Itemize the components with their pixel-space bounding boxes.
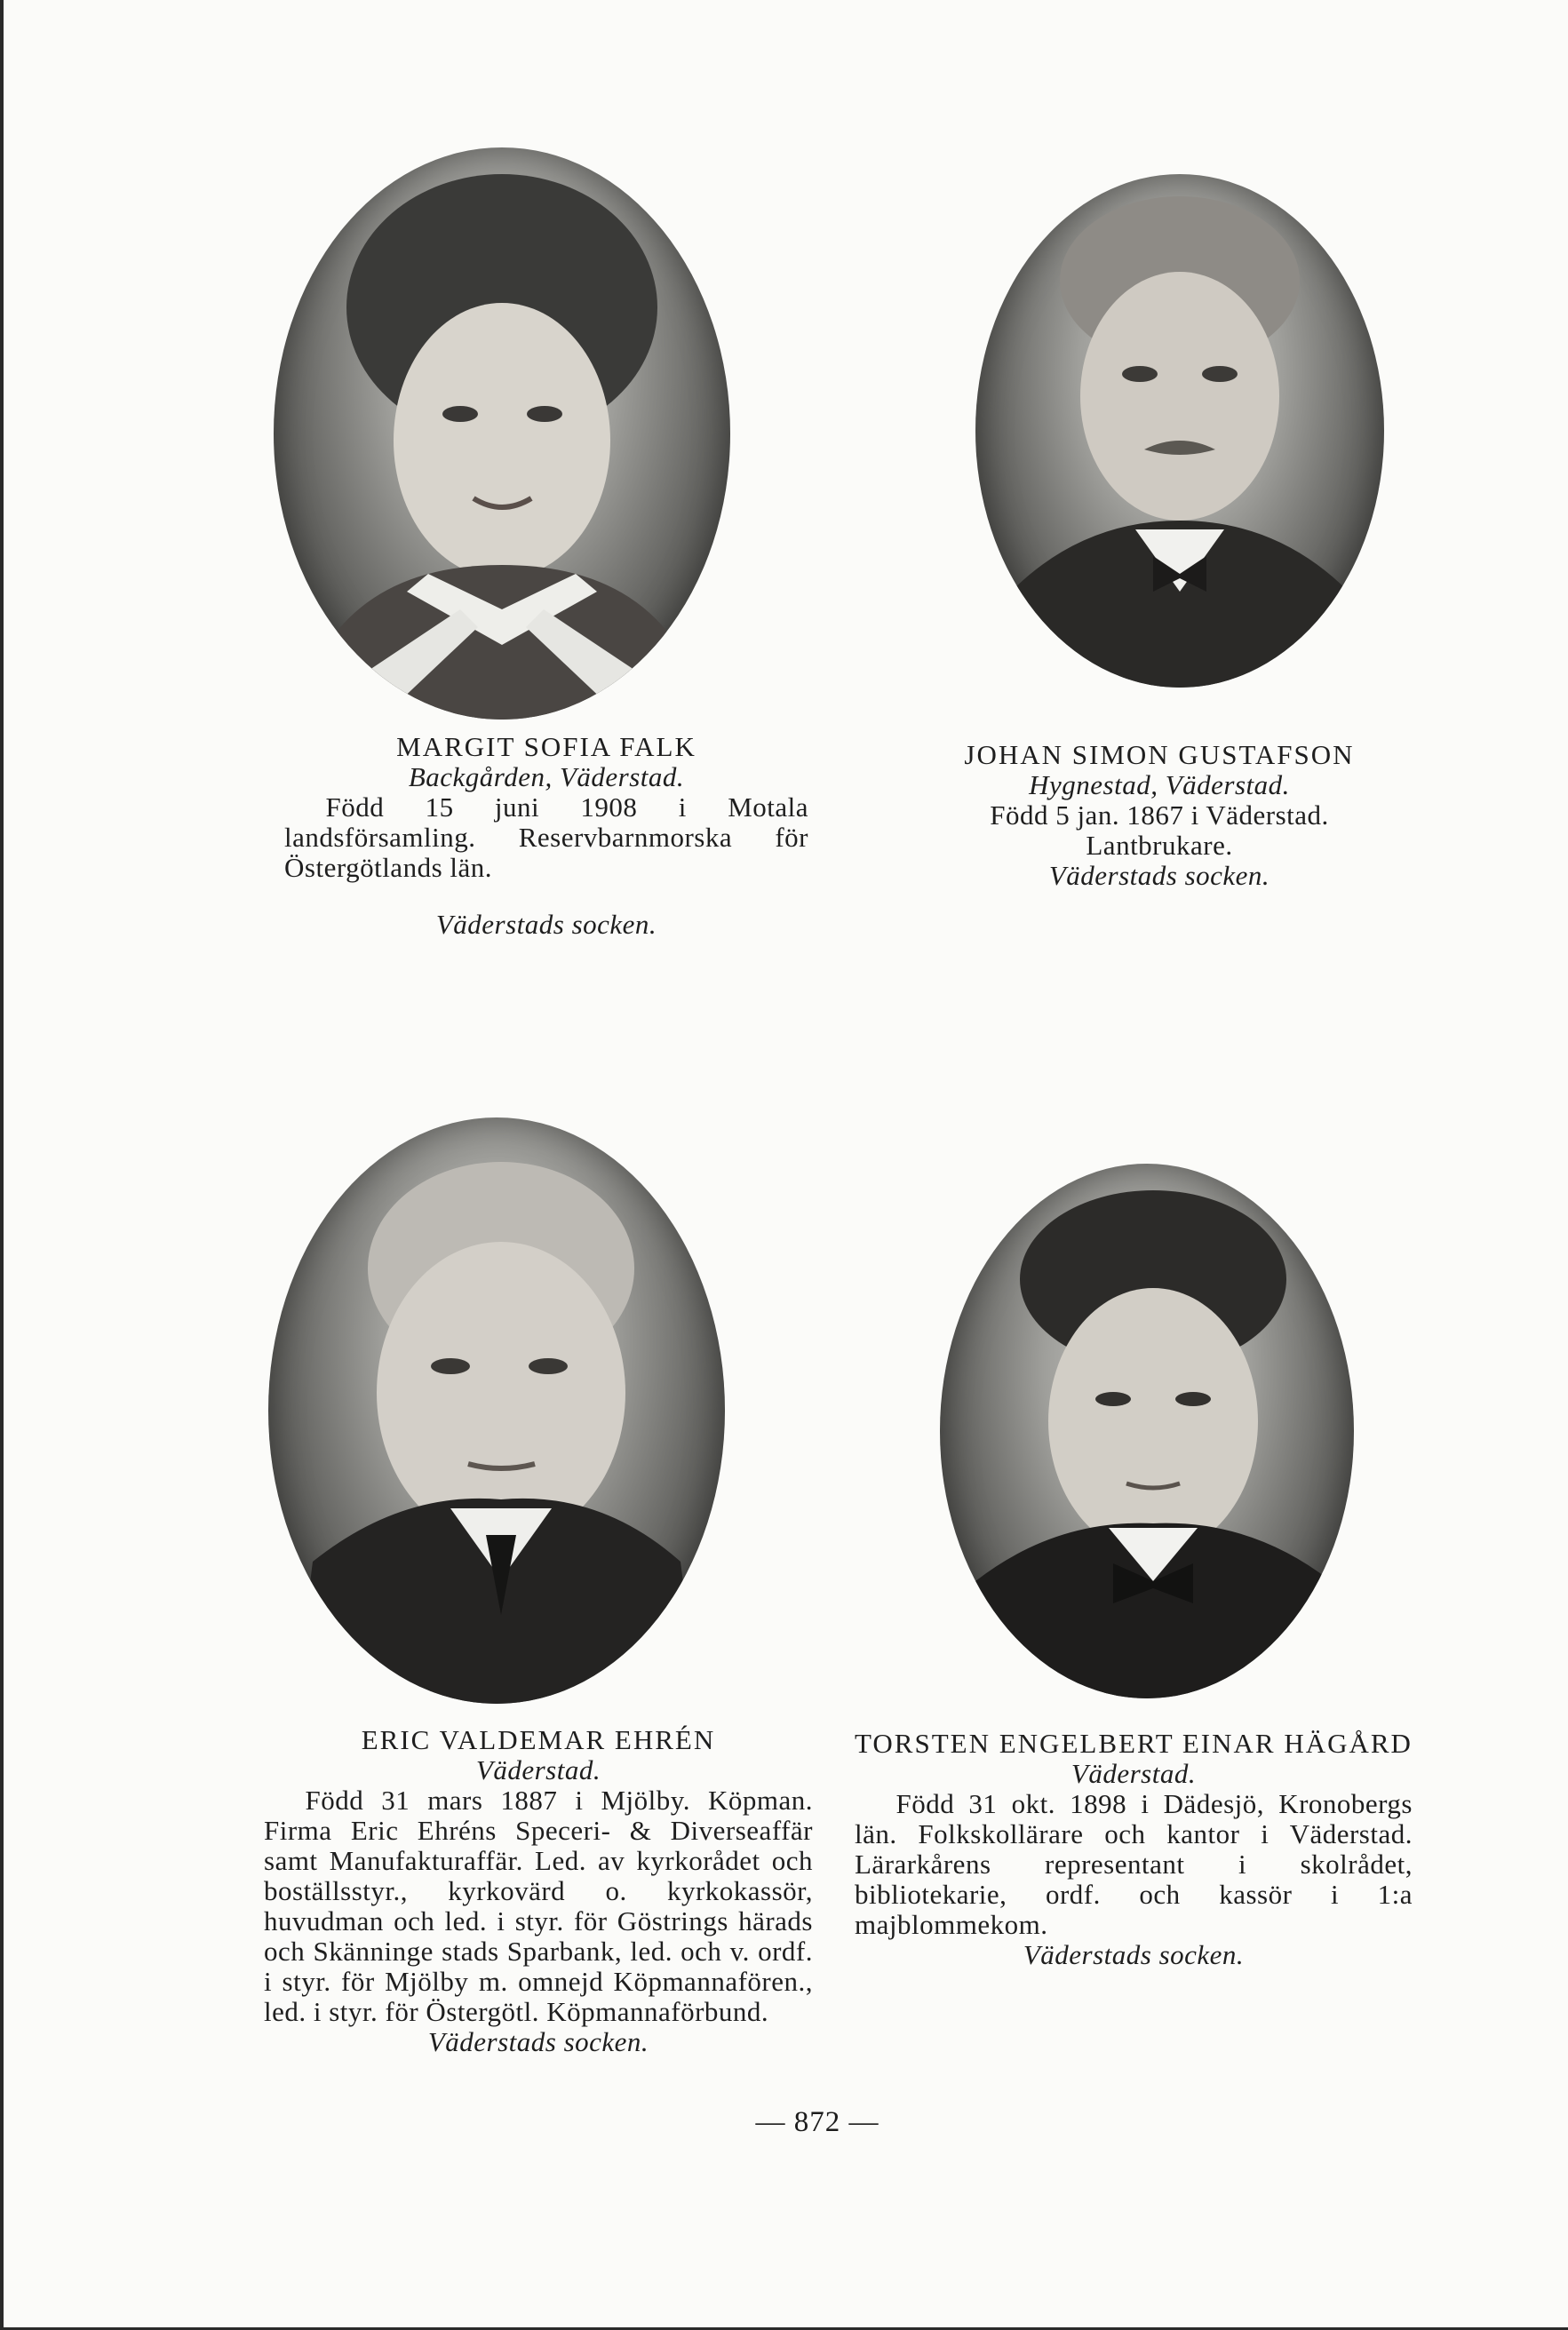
residence: Backgården, Väderstad.: [408, 761, 685, 792]
page-edge: [0, 0, 4, 2330]
entry-torsten-engelbert-einar-hagard: [855, 1729, 1413, 1970]
portrait-johan-simon-gustafson: [975, 174, 1384, 688]
entry-johan-simon-gustafson: [915, 740, 1404, 891]
biography: Född 15 juni 1908 i Motala landsförsamling. Reservbarnmorska för Östergötlands län.: [284, 791, 808, 883]
portrait-torsten-engelbert-einar-hagard: [940, 1164, 1354, 1698]
person-name: ERIC VALDEMAR EHRÉN: [361, 1724, 716, 1755]
person-name: TORSTEN ENGELBERT EINAR HÄGÅRD: [855, 1728, 1413, 1759]
residence: Väderstad.: [475, 1754, 601, 1785]
biography: Född 31 mars 1887 i Mjölby. Köpman. Firma Eric Ehréns Speceri- & Diverseaffär samt Manufakturaffär. Led. av kyrkorådet och boställsstyr., kyrkovärd o. kyrkokassör, huvudman och led. i styr. för Göstrings härads och Skänninge stads Sparbank, led. och v. ordf. i styr. för Mjölby m. omnejd Köpmannafören., led. i styr. för Östergötl. Köpmannaförbund.: [264, 1785, 813, 2027]
person-name: JOHAN SIMON GUSTAFSON: [964, 739, 1355, 770]
person-name: MARGIT SOFIA FALK: [396, 731, 696, 762]
residence: Väderstad.: [1071, 1758, 1197, 1789]
parish: Väderstads socken.: [1023, 1939, 1245, 1970]
entry-margit-sofia-falk: [284, 732, 808, 940]
portrait-eric-valdemar-ehren: [268, 1117, 725, 1704]
entry-eric-valdemar-ehren: [264, 1725, 813, 2057]
parish: Väderstads socken.: [427, 2026, 649, 2057]
parish: Väderstads socken.: [435, 909, 657, 940]
biography-line: Född 5 jan. 1867 i Väderstad.: [990, 799, 1329, 831]
biography-line: Lantbrukare.: [1086, 830, 1233, 861]
page-number: — 872 —: [755, 2106, 880, 2138]
biography: Född 31 okt. 1898 i Dädesjö, Kronobergs län. Folkskollärare och kantor i Väderstad. Lärarkårens representant i skolrådet, bibliotekarie, ordf. och kassör i 1:a majblommekom.: [855, 1788, 1413, 1940]
residence: Hygnestad, Väderstad.: [1029, 769, 1290, 800]
parish: Väderstads socken.: [1048, 860, 1270, 891]
portrait-margit-sofia-falk: [274, 147, 730, 720]
